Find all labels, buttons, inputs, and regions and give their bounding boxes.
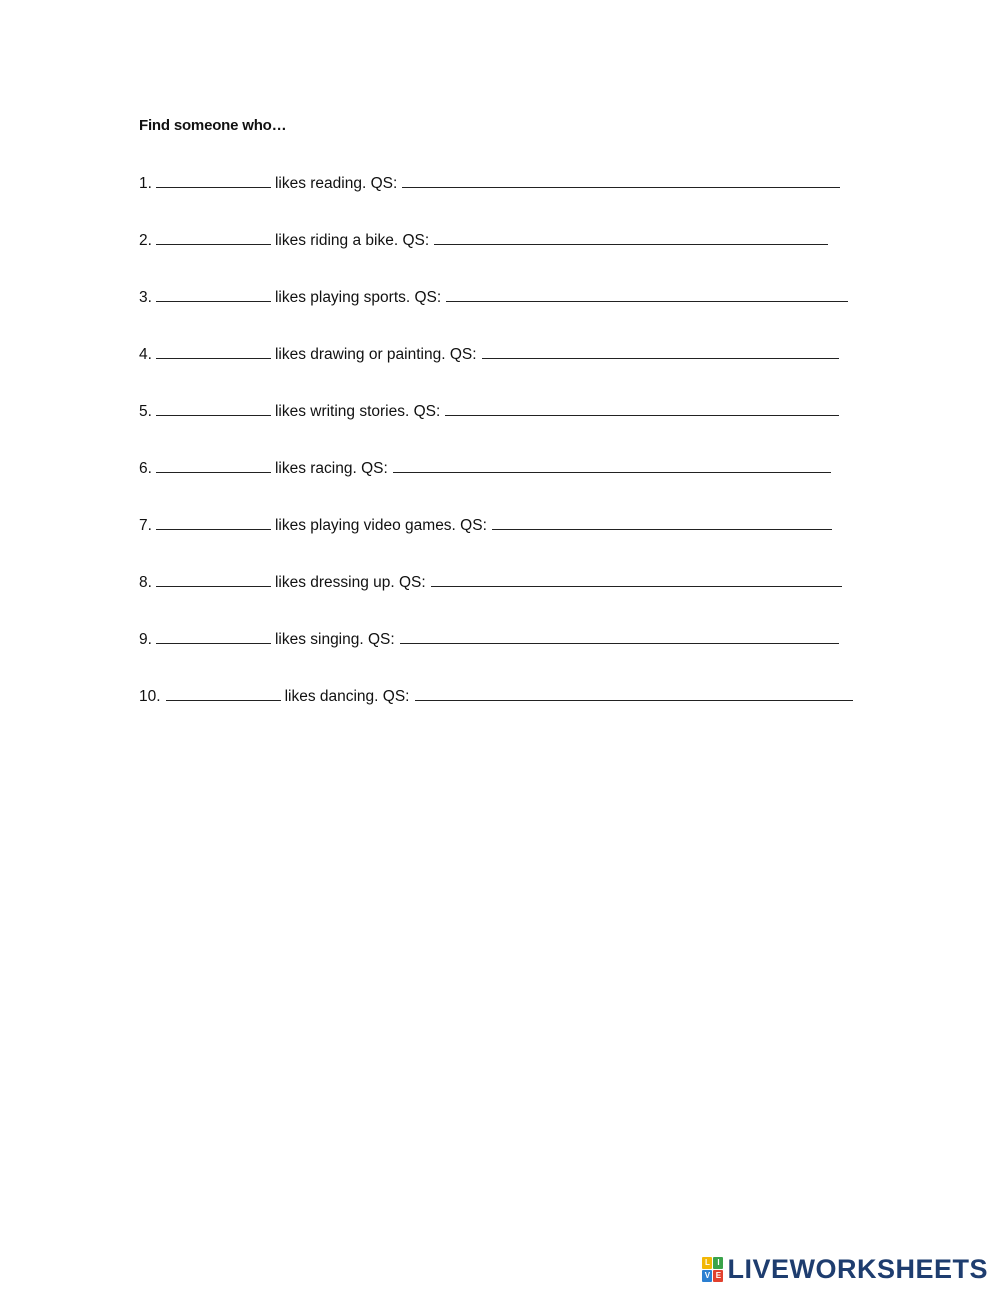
- name-blank[interactable]: [156, 344, 271, 359]
- logo-mark-icon: [702, 1257, 723, 1282]
- name-blank[interactable]: [156, 515, 271, 530]
- question-item: [139, 401, 853, 458]
- question-phrase: likes playing video games. QS:: [274, 517, 487, 534]
- question-phrase: likes drawing or painting. QS:: [274, 346, 477, 363]
- question-blank[interactable]: [492, 515, 832, 530]
- question-blank[interactable]: [482, 344, 839, 359]
- name-blank[interactable]: [156, 458, 271, 473]
- question-phrase: likes dressing up. QS:: [274, 574, 426, 591]
- question-blank[interactable]: [446, 287, 848, 302]
- logo-text: LIVEWORKSHEETS: [727, 1253, 988, 1284]
- question-number: 8.: [139, 574, 152, 591]
- question-number: 4.: [139, 346, 152, 363]
- logo-mark-tile: V: [702, 1270, 712, 1282]
- question-blank[interactable]: [445, 401, 839, 416]
- logo-mark-tile: L: [702, 1257, 712, 1269]
- name-blank[interactable]: [156, 401, 271, 416]
- name-blank[interactable]: [166, 686, 281, 701]
- name-blank[interactable]: [156, 230, 271, 245]
- question-number: 10.: [139, 688, 161, 705]
- question-item: [139, 287, 853, 344]
- question-item: [139, 686, 853, 743]
- question-number: 7.: [139, 517, 152, 534]
- logo-mark-tile: I: [713, 1257, 723, 1269]
- liveworksheets-logo: [702, 1254, 988, 1284]
- question-blank[interactable]: [434, 230, 828, 245]
- name-blank[interactable]: [156, 287, 271, 302]
- question-item: [139, 173, 853, 230]
- question-item: [139, 458, 853, 515]
- worksheet-title: Find someone who…: [139, 117, 287, 134]
- question-phrase: likes playing sports. QS:: [274, 289, 442, 306]
- question-item: [139, 344, 853, 401]
- logo-mark-tile: E: [713, 1270, 723, 1282]
- question-blank[interactable]: [431, 572, 842, 587]
- question-phrase: likes dancing. QS:: [284, 688, 410, 705]
- question-phrase: likes singing. QS:: [274, 631, 395, 648]
- question-item: [139, 230, 853, 287]
- question-item: [139, 515, 853, 572]
- name-blank[interactable]: [156, 629, 271, 644]
- question-number: 3.: [139, 289, 152, 306]
- question-number: 1.: [139, 175, 152, 192]
- question-blank[interactable]: [393, 458, 831, 473]
- question-item: [139, 629, 853, 686]
- question-number: 5.: [139, 403, 152, 420]
- question-phrase: likes writing stories. QS:: [274, 403, 441, 420]
- question-phrase: likes racing. QS:: [274, 460, 388, 477]
- question-number: 9.: [139, 631, 152, 648]
- question-number: 6.: [139, 460, 152, 477]
- name-blank[interactable]: [156, 173, 271, 188]
- question-blank[interactable]: [402, 173, 840, 188]
- question-number: 2.: [139, 232, 152, 249]
- question-phrase: likes riding a bike. QS:: [274, 232, 430, 249]
- question-blank[interactable]: [415, 686, 853, 701]
- name-blank[interactable]: [156, 572, 271, 587]
- question-phrase: likes reading. QS:: [274, 175, 398, 192]
- question-blank[interactable]: [400, 629, 839, 644]
- question-list: [139, 173, 853, 743]
- question-item: [139, 572, 853, 629]
